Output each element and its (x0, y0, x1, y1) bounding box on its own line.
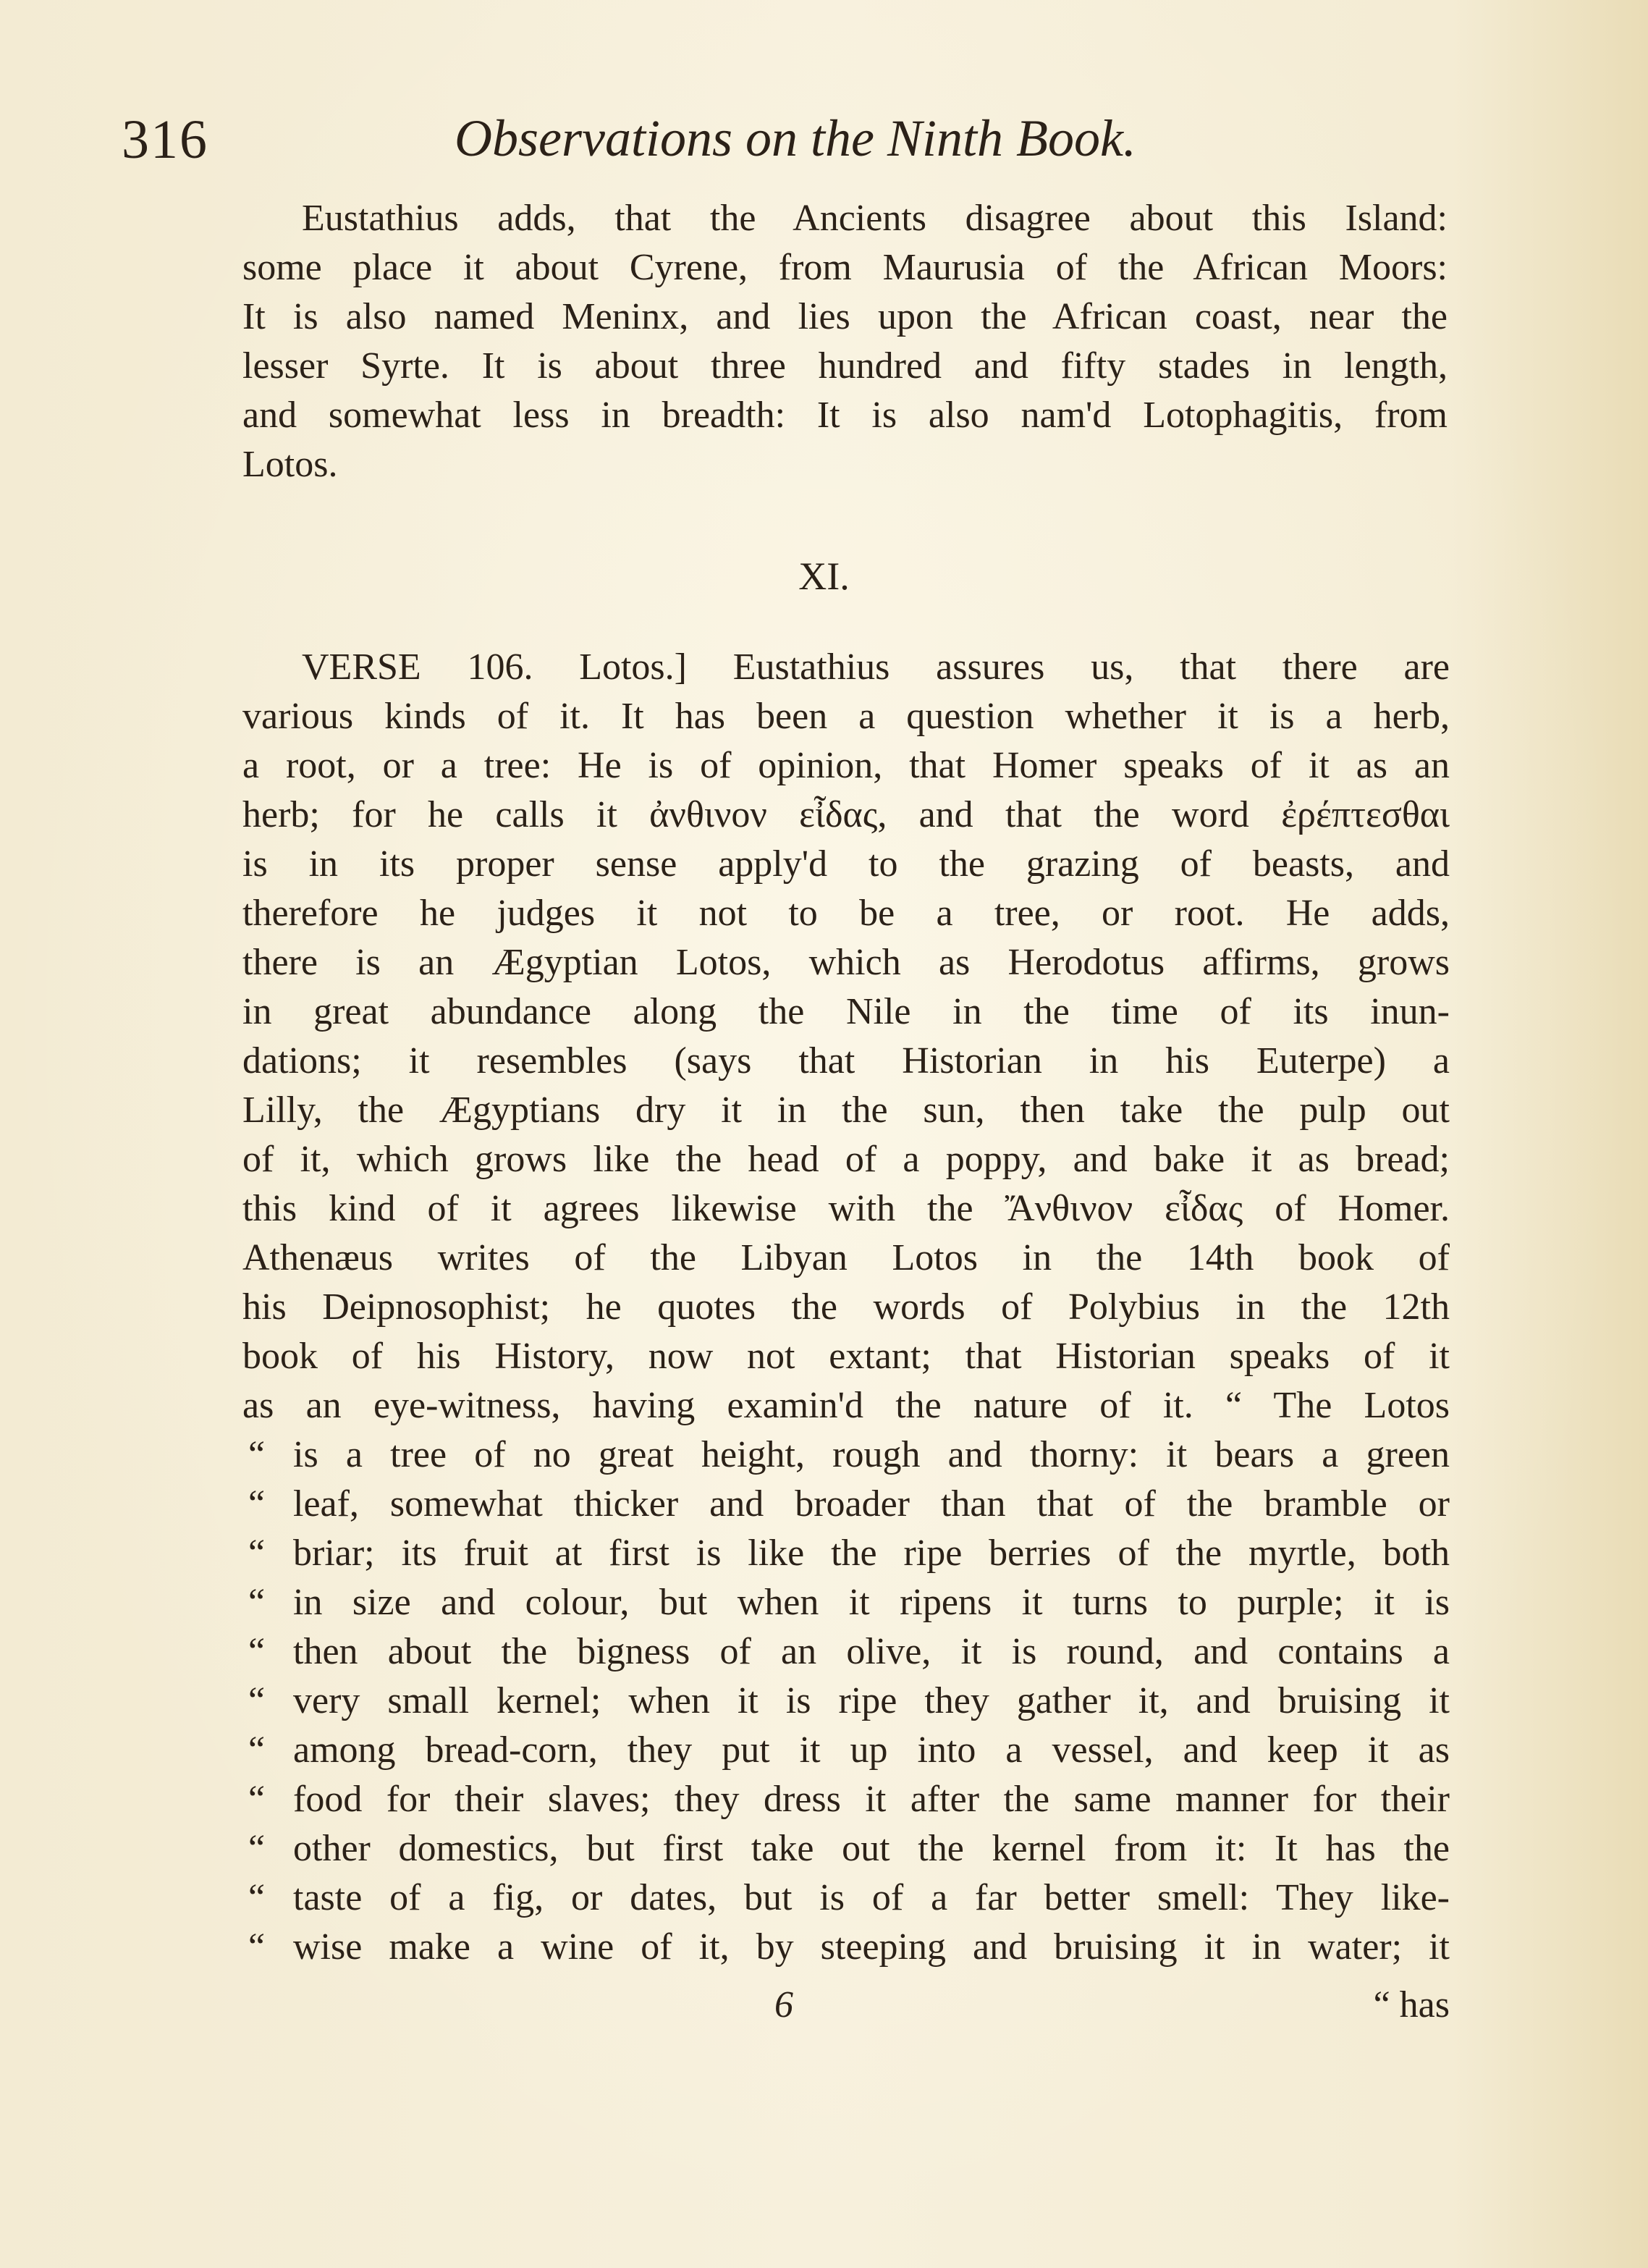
quote-mark: “ (248, 1483, 266, 1525)
catchword: “ has (1373, 1984, 1450, 2025)
text-line: book of his History, now not extant; that Historian speaks of it (242, 1336, 1450, 1377)
quote-line (242, 1578, 1450, 1627)
text-line: various kinds of it. It has been a question whether it is a herb, (242, 696, 1450, 737)
quote-line (242, 1824, 1450, 1873)
section-number: XI. (798, 555, 850, 598)
quote-text: then about the bigness of an olive, it is round, and contains a (293, 1631, 1450, 1672)
page-number: 316 (122, 109, 208, 170)
text-line: and somewhat less in breadth: It is also nam'd Lotophagitis, from (242, 395, 1448, 436)
quote-text: food for their slaves; they dress it after the same manner for their (293, 1779, 1450, 1820)
quote-line (242, 1430, 1450, 1480)
text-line: therefore he judges it not to be a tree, or root. He adds, (242, 893, 1450, 934)
quote-line (242, 1775, 1450, 1824)
text-line: lesser Syrte. It is about three hundred and fifty stades in length, (242, 345, 1448, 387)
text-line: VERSE 106. Lotos.] Eustathius assures us, that there are (302, 646, 1450, 688)
quote-text: in size and colour, but when it ripens it turns to purple; it is (293, 1582, 1450, 1623)
text-line: a root, or a tree: He is of opinion, that Homer speaks of it as an (242, 745, 1450, 786)
signature-mark: 6 (774, 1984, 793, 2025)
quote-text: other domestics, but first take out the kernel from it: It has the (293, 1828, 1450, 1869)
running-head: Observations on the Ninth Book. (455, 109, 1136, 167)
quote-mark: “ (248, 1631, 266, 1672)
text-line: herb; for he calls it ἀνθινον εἶδας, and that the word ἐρέπτεσθαι (242, 794, 1450, 835)
quote-mark: “ (248, 1533, 266, 1574)
text-line: Athenæus writes of the Libyan Lotos in the 14th book of (242, 1237, 1450, 1278)
quote-line (242, 1873, 1450, 1923)
text-line: It is also named Meninx, and lies upon the African coast, near the (242, 296, 1448, 337)
text-line: is in its proper sense apply'd to the grazing of beasts, and (242, 843, 1450, 885)
quote-text: very small kernel; when it is ripe they gather it, and bruising it (293, 1680, 1450, 1721)
quote-text: briar; its fruit at first is like the ripe berries of the myrtle, both (293, 1533, 1450, 1574)
quote-mark: “ (248, 1680, 266, 1721)
quote-mark: “ (248, 1828, 266, 1869)
quote-mark: “ (248, 1877, 266, 1918)
text-line: Lilly, the Ægyptians dry it in the sun, then take the pulp out (242, 1089, 1450, 1131)
quote-text: taste of a fig, or dates, but is of a far better smell: They like- (293, 1877, 1450, 1918)
quote-mark: “ (248, 1926, 266, 1968)
text-line: his Deipnosophist; he quotes the words of Polybius in the 12th (242, 1286, 1450, 1328)
quote-line (242, 1529, 1450, 1578)
quote-text: among bread-corn, they put it up into a vessel, and keep it as (293, 1729, 1450, 1771)
text-line: of it, which grows like the head of a poppy, and bake it as bread; (242, 1139, 1450, 1180)
quote-text: leaf, somewhat thicker and broader than that of the bramble or (293, 1483, 1450, 1525)
text-line: as an eye-witness, having examin'd the nature of it. “ The Lotos (242, 1385, 1450, 1426)
text-line: there is an Ægyptian Lotos, which as Herodotus affirms, grows (242, 942, 1450, 983)
page-footer (242, 1984, 1450, 2033)
intro-paragraph (242, 194, 1448, 489)
quote-line (242, 1480, 1450, 1529)
quote-mark: “ (248, 1582, 266, 1623)
quote-mark: “ (248, 1729, 266, 1771)
quote-mark: “ (248, 1779, 266, 1820)
text-line: this kind of it agrees likewise with the Ἄνθινον εἶδας of Homer. (242, 1188, 1450, 1229)
text-line: Eustathius adds, that the Ancients disagree about this Island: (302, 198, 1448, 239)
quote-text: wise make a wine of it, by steeping and bruising it in water; it (293, 1926, 1450, 1968)
quote-line (242, 1923, 1450, 1972)
text-line: some place it about Cyrene, from Maurusia of the African Moors: (242, 247, 1448, 288)
quote-line (242, 1726, 1450, 1775)
quote-text: is a tree of no great height, rough and thorny: it bears a green (293, 1434, 1450, 1475)
quote-mark: “ (248, 1434, 266, 1475)
text-line: in great abundance along the Nile in the time of its inun- (242, 991, 1450, 1032)
quote-line (242, 1627, 1450, 1677)
note-paragraph (242, 643, 1450, 1972)
text-line: dations; it resembles (says that Historian in his Euterpe) a (242, 1040, 1450, 1082)
page-header (122, 109, 1461, 181)
quote-line (242, 1677, 1450, 1726)
text-line: Lotos. (242, 444, 338, 485)
